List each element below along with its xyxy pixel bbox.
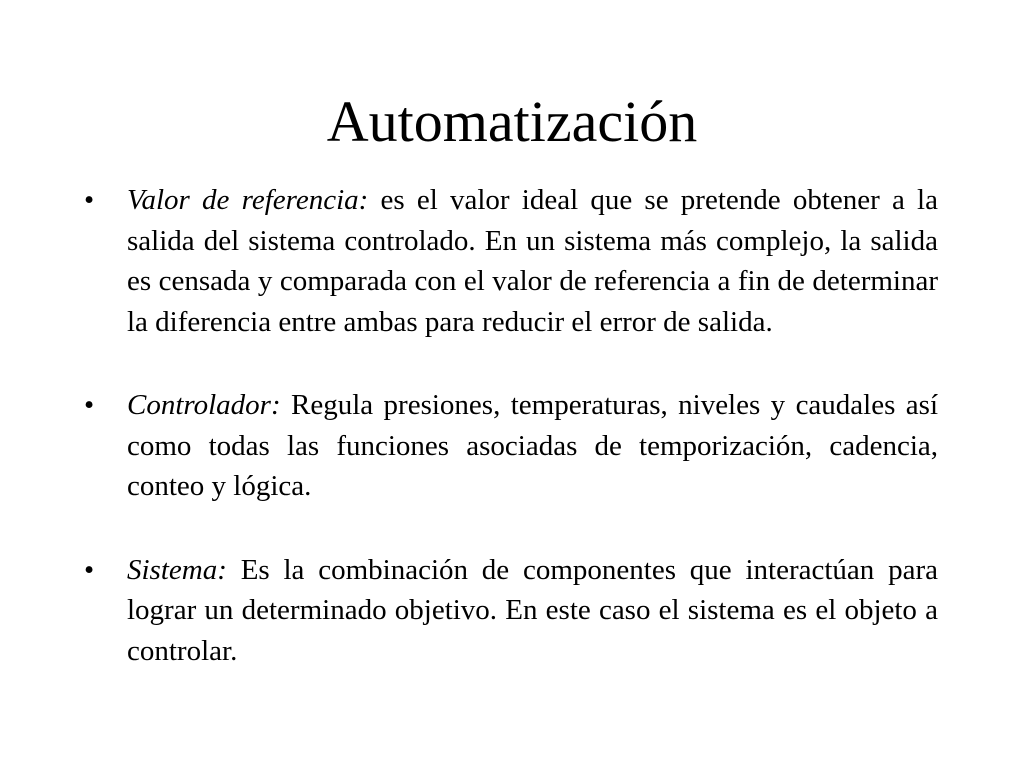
bullet-item-sistema (80, 550, 938, 672)
bullet-text: Regula presiones, temperaturas, niveles y caudales así como todas las funciones asociadas de temporización, cadencia, conteo y lógica. (127, 389, 939, 502)
bullet-term: Valor de referencia: (127, 184, 381, 216)
bullet-item-controlador (80, 385, 938, 507)
bullet-text: es el valor ideal que se pretende obtener a la salida del sistema controlado. En un sistema más complejo, la salida es censada y comparada con el valor de referencia a fin de determinar la diferencia entre ambas para reducir el error de salida. (127, 184, 938, 338)
bullet-marker: • (84, 389, 95, 421)
bullet-marker: • (84, 553, 95, 586)
bullet-term: Sistema: (127, 553, 241, 586)
bullet-list (80, 180, 938, 671)
bullet-marker: • (84, 184, 95, 216)
bullet-item-valor-de-referencia (80, 180, 938, 342)
slide-title: Automatización (326, 89, 698, 154)
bullet-text: Es la combinación de componentes que interactúan para lograr un determinado objetivo. En este caso el sistema es el objeto a controlar. (127, 553, 938, 667)
bullet-term: Controlador: (127, 389, 292, 421)
